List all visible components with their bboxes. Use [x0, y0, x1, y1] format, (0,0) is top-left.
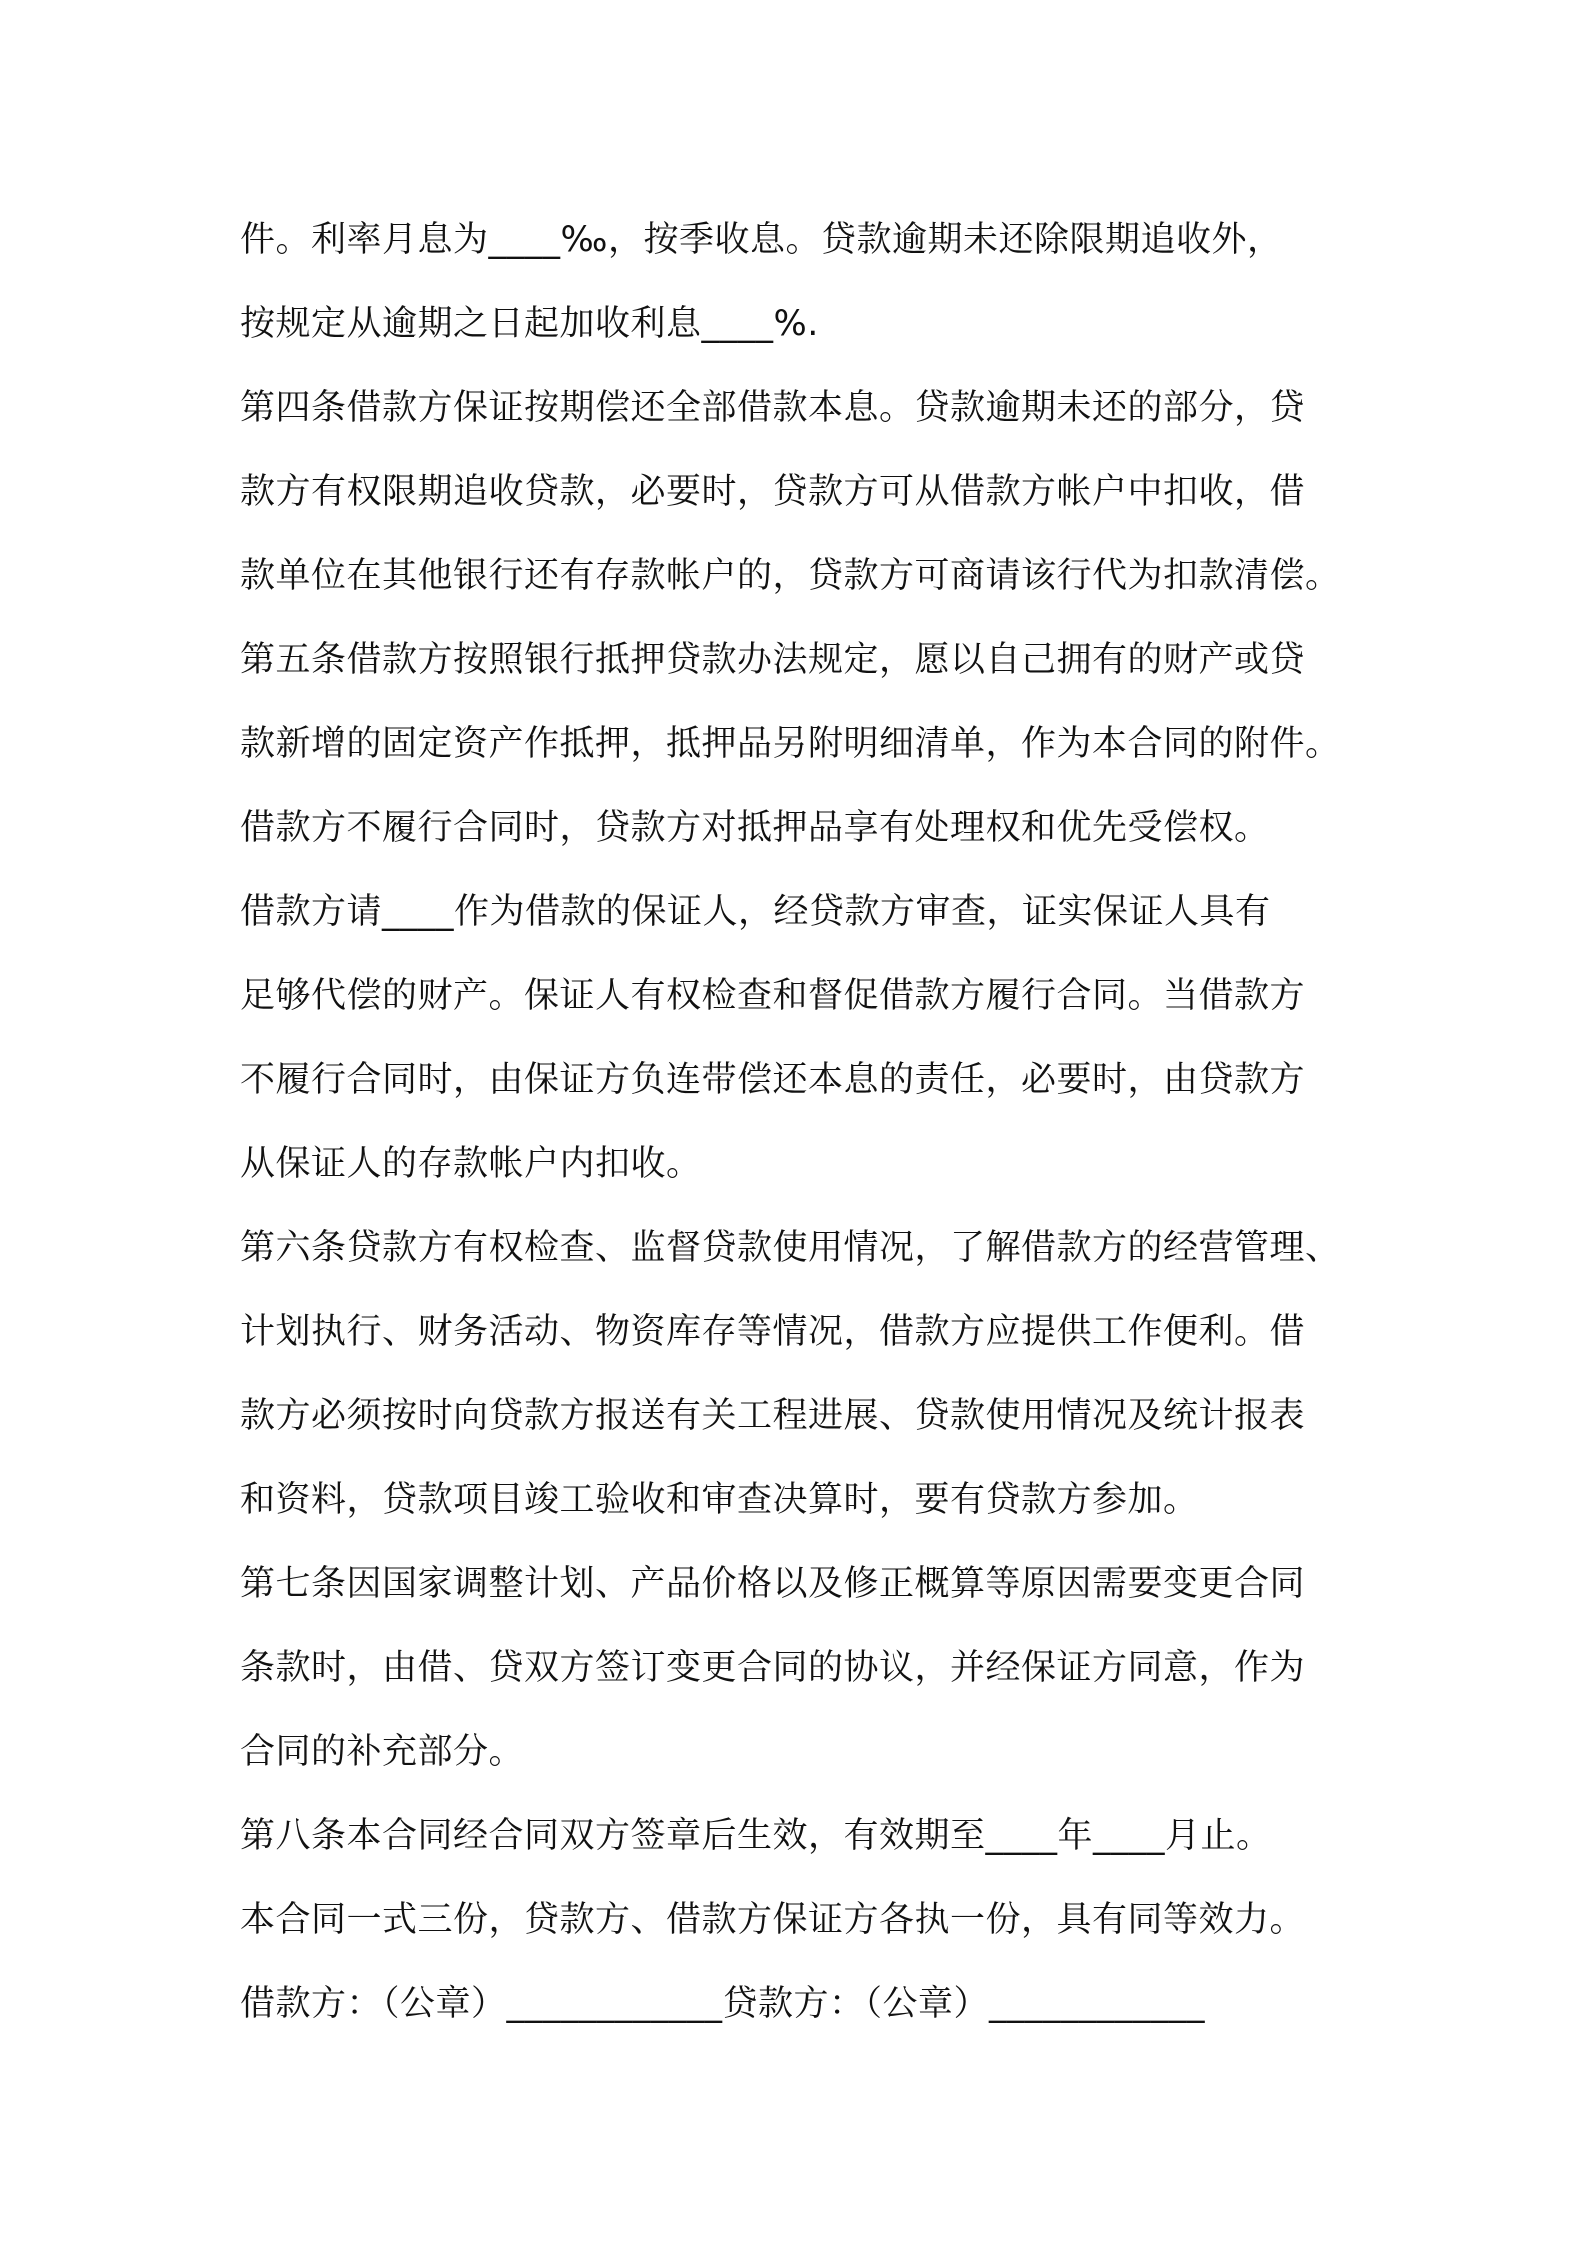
text-line: 合同的补充部分。	[240, 1732, 525, 1772]
text-line: 和资料，贷款项目竣工验收和审查决算时，要有贷款方参加。	[240, 1480, 1199, 1520]
signature-line: 借款方：（公章）____________贷款方：（公章）____________	[240, 1984, 1206, 2024]
text-line: 借款方不履行合同时，贷款方对抵押品享有处理权和优先受偿权。	[240, 808, 1270, 848]
text-line: 第四条借款方保证按期偿还全部借款本息。贷款逾期未还的部分，贷	[240, 388, 1306, 428]
text-line: 第五条借款方按照银行抵押贷款办法规定，愿以自己拥有的财产或贷	[240, 640, 1306, 680]
text-line: 第八条本合同经合同双方签章后生效，有效期至____年____月止。	[240, 1816, 1272, 1856]
text-line: 不履行合同时，由保证方负连带偿还本息的责任，必要时，由贷款方	[240, 1060, 1306, 1100]
text-line: 计划执行、财务活动、物资库存等情况，借款方应提供工作便利。借	[240, 1312, 1306, 1352]
text-line: 从保证人的存款帐户内扣收。	[240, 1144, 702, 1184]
text-line: 款方必须按时向贷款方报送有关工程进展、贷款使用情况及统计报表	[240, 1396, 1306, 1436]
text-line: 条款时，由借、贷双方签订变更合同的协议，并经保证方同意，作为	[240, 1648, 1306, 1688]
text-line: 第六条贷款方有权检查、监督贷款使用情况，了解借款方的经营管理、	[240, 1228, 1341, 1268]
text-line: 款新增的固定资产作抵押，抵押品另附明细清单，作为本合同的附件。	[240, 724, 1341, 764]
contract-text	[240, 198, 1380, 2046]
text-line: 款方有权限期追收贷款，必要时，贷款方可从借款方帐户中扣收，借	[240, 472, 1306, 512]
text-line: 第七条因国家调整计划、产品价格以及修正概算等原因需要变更合同	[240, 1564, 1306, 1604]
text-line: 款单位在其他银行还有存款帐户的，贷款方可商请该行代为扣款清偿。	[240, 556, 1341, 596]
text-line: 按规定从逾期之日起加收利息____%.	[240, 304, 819, 344]
text-line: 本合同一式三份，贷款方、借款方保证方各执一份，具有同等效力。	[240, 1900, 1306, 1940]
text-line: 借款方请____作为借款的保证人，经贷款方审查，证实保证人具有	[240, 892, 1271, 932]
text-line: 件。利率月息为____‰，按季收息。贷款逾期未还除限期追收外，	[240, 220, 1283, 260]
text-line: 足够代偿的财产。保证人有权检查和督促借款方履行合同。当借款方	[240, 976, 1306, 1016]
